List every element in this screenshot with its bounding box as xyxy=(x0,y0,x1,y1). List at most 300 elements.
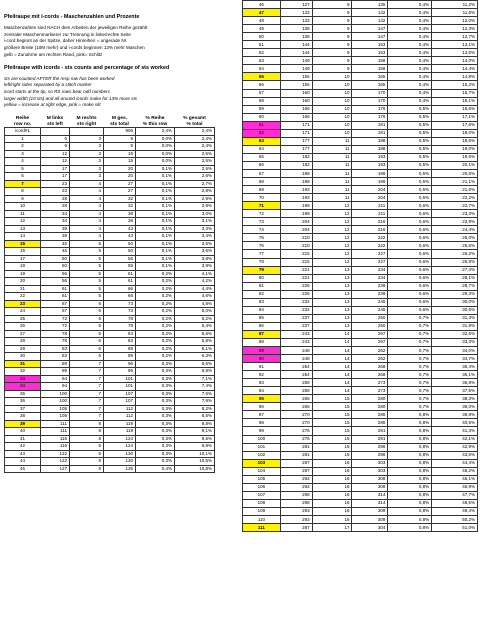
sts-total-cell: 314 xyxy=(352,491,388,499)
table-row xyxy=(243,419,478,427)
row-number-cell: 26 xyxy=(5,323,41,331)
sts-total-cell: 66 xyxy=(104,285,136,293)
pct-total-cell: 2,7% xyxy=(175,180,215,188)
column-header xyxy=(136,115,175,128)
sts-right-cell: 15 xyxy=(312,403,352,411)
sts-right-cell: 11 xyxy=(312,178,352,186)
pct-total-cell: 11,6% xyxy=(432,9,478,17)
row-number-cell: 6 xyxy=(5,173,41,181)
sts-total-cell: 78 xyxy=(104,315,136,323)
row-number-cell: 42 xyxy=(5,443,41,451)
pct-row-cell: 0,5% xyxy=(388,129,432,137)
sts-right-cell: 6 xyxy=(70,353,104,361)
sts-left-cell: 50 xyxy=(41,263,70,271)
column-header-line: Reihe xyxy=(15,116,30,122)
table-row xyxy=(243,250,478,258)
sts-total-cell: 112 xyxy=(104,413,136,421)
sts-left-cell: 144 xyxy=(280,41,312,49)
table-row xyxy=(243,363,478,371)
sts-right-cell: 11 xyxy=(312,186,352,194)
table-row xyxy=(243,483,478,491)
table-row xyxy=(243,234,478,242)
pct-row-cell: 0,7% xyxy=(388,330,432,338)
table-row xyxy=(5,345,215,353)
pct-row-cell: 0,1% xyxy=(136,195,175,203)
row-number-cell: 55 xyxy=(243,73,281,81)
row-number-cell: 101 xyxy=(243,443,281,451)
row-number-cell: 66 xyxy=(243,161,281,169)
sts-left-cell: 248 xyxy=(280,355,312,363)
table-row xyxy=(5,405,215,413)
sts-right-cell: 6 xyxy=(70,323,104,331)
left-column xyxy=(4,14,236,473)
pct-total-cell: 3,5% xyxy=(175,240,215,248)
pct-row-cell: 0,7% xyxy=(388,395,432,403)
column-header-line: sts total xyxy=(110,121,129,127)
row-number-cell: 31 xyxy=(5,360,41,368)
sts-left-cell: 127 xyxy=(280,1,312,9)
pct-row-cell: 0,1% xyxy=(136,248,175,256)
sts-left-cell: 177 xyxy=(280,137,312,145)
sts-right-cell: 16 xyxy=(312,491,352,499)
pct-row-cell: 0,2% xyxy=(136,315,175,323)
pct-row-cell: 0,8% xyxy=(388,411,432,419)
table-row xyxy=(243,282,478,290)
table-row xyxy=(243,65,478,73)
pct-total-cell: 28,7% xyxy=(432,282,478,290)
sts-total-cell: 211 xyxy=(352,202,388,210)
pct-row-cell: 0,3% xyxy=(136,443,175,451)
sts-total-cell: 227 xyxy=(352,250,388,258)
sts-left-cell: 270 xyxy=(280,411,312,419)
pct-row-cell: 0,4% xyxy=(388,65,432,73)
sts-right-cell: 12 xyxy=(312,242,352,250)
pct-total-cell: 9,1% xyxy=(175,428,215,436)
pct-total-cell: 17,6% xyxy=(432,121,478,129)
pct-total-cell: 2,4% xyxy=(175,143,215,151)
sts-left-cell: 177 xyxy=(280,145,312,153)
sts-total-cell: 268 xyxy=(352,363,388,371)
sts-total-cell: 204 xyxy=(352,194,388,202)
sts-total-cell: 84 xyxy=(104,330,136,338)
sts-total-cell: 176 xyxy=(352,113,388,121)
pct-row-cell: 0,1% xyxy=(136,255,175,263)
sts-total-cell: 309 xyxy=(352,507,388,515)
pct-total-cell: 49,4% xyxy=(432,507,478,515)
sts-right-cell: 13 xyxy=(312,298,352,306)
table-row xyxy=(5,390,215,398)
pct-total-cell: 10,1% xyxy=(175,450,215,458)
sts-left-cell: 111 xyxy=(41,420,70,428)
sts-left-cell: 83 xyxy=(41,345,70,353)
sts-left-cell: 259 xyxy=(280,387,312,395)
table-row xyxy=(5,443,215,451)
sts-left-cell: 226 xyxy=(280,282,312,290)
row-number-cell: 18 xyxy=(5,263,41,271)
table-row xyxy=(5,308,215,316)
sts-left-cell: 293 xyxy=(280,507,312,515)
pct-total-cell: 9,5% xyxy=(175,435,215,443)
sts-left-cell: 298 xyxy=(280,491,312,499)
pct-total-cell: 2,4% xyxy=(175,135,215,143)
pct-total-cell: 20,6% xyxy=(432,169,478,177)
table-row xyxy=(243,395,478,403)
row-number-cell: 86 xyxy=(243,322,281,330)
pct-total-cell: 10,8% xyxy=(175,465,215,473)
pct-total-cell: 39,0% xyxy=(432,403,478,411)
sts-right-cell: 16 xyxy=(312,499,352,507)
sts-total-cell: 193 xyxy=(352,153,388,161)
row-number-cell: 107 xyxy=(243,491,281,499)
pct-row-cell: 0,7% xyxy=(388,355,432,363)
table-row xyxy=(243,89,478,97)
sts-right-cell: 8 xyxy=(70,435,104,443)
sts-left-cell: 111 xyxy=(41,428,70,436)
sts-right-cell: 8 xyxy=(70,465,104,473)
sts-total-cell: 188 xyxy=(352,145,388,153)
sts-total-cell: 262 xyxy=(352,347,388,355)
english-line: larger width (10 sts) and all-around icords make for 13% more sts xyxy=(4,95,138,101)
table-row xyxy=(243,467,478,475)
pct-total-cell: 14,4% xyxy=(432,65,478,73)
row-number-cell: 7 xyxy=(5,180,41,188)
sts-left-cell: 215 xyxy=(280,258,312,266)
pct-total-cell: 14,8% xyxy=(432,73,478,81)
pct-row-cell: 0,6% xyxy=(388,202,432,210)
sts-right-cell: 3 xyxy=(70,173,104,181)
row-number-cell: 93 xyxy=(243,379,281,387)
sts-total-cell: 112 xyxy=(104,405,136,413)
row-number-cell: 29 xyxy=(5,345,41,353)
sts-left-cell: 243 xyxy=(280,338,312,346)
column-header xyxy=(70,115,104,128)
pct-row-cell: 0,6% xyxy=(388,274,432,282)
sts-left-cell: 6 xyxy=(41,135,70,143)
table-row xyxy=(243,113,478,121)
sts-total-cell: 257 xyxy=(352,330,388,338)
table-row xyxy=(5,195,215,203)
icord-row xyxy=(5,128,215,136)
sts-left-cell: 166 xyxy=(280,105,312,113)
pct-total-cell: 31,3% xyxy=(432,314,478,322)
english-line: icord starts at the tip, so RS rows bear odd numbers xyxy=(4,88,110,94)
table-row xyxy=(5,360,215,368)
sts-left-cell: 56 xyxy=(41,270,70,278)
sts-right-cell: 11 xyxy=(312,169,352,177)
sts-total-cell: 199 xyxy=(352,178,388,186)
pct-total-cell: 15,2% xyxy=(432,81,478,89)
sts-right-cell: 13 xyxy=(312,282,352,290)
sts-total-cell: 308 xyxy=(352,483,388,491)
sts-left-cell: 28 xyxy=(41,203,70,211)
sts-right-cell: 4 xyxy=(70,233,104,241)
pct-row-cell: 0,6% xyxy=(388,306,432,314)
sts-left-cell: 39 xyxy=(41,233,70,241)
sts-total-cell: 222 xyxy=(352,234,388,242)
pct-row-cell: 0,3% xyxy=(136,360,175,368)
sts-total-cell: 303 xyxy=(352,459,388,467)
table-row xyxy=(243,379,478,387)
table-row xyxy=(5,338,215,346)
table-row xyxy=(243,25,478,33)
pct-total-cell: 15,7% xyxy=(432,89,478,97)
table-row xyxy=(243,186,478,194)
row-number-cell: 36 xyxy=(5,398,41,406)
table-row xyxy=(243,33,478,41)
pct-total-cell: 7,9% xyxy=(175,398,215,406)
table-row xyxy=(243,210,478,218)
table-row xyxy=(243,387,478,395)
pct-row-cell: 0,3% xyxy=(136,413,175,421)
pct-total-cell: 5,2% xyxy=(175,315,215,323)
sts-total-cell: 153 xyxy=(352,41,388,49)
pct-row-cell: 0,8% xyxy=(388,443,432,451)
sts-left-cell: 116 xyxy=(41,435,70,443)
row-number-cell: 106 xyxy=(243,483,281,491)
table-row xyxy=(243,306,478,314)
column-header xyxy=(175,115,215,128)
pct-total-cell: 37,5% xyxy=(432,387,478,395)
sts-left-cell: 270 xyxy=(280,419,312,427)
table-row xyxy=(243,49,478,57)
pct-row-cell: 0,4% xyxy=(136,465,175,473)
pct-total-cell: 43,6% xyxy=(432,451,478,459)
row-number-cell: 35 xyxy=(5,390,41,398)
row-number-cell: icord#1 xyxy=(5,128,41,136)
sts-right-cell: 15 xyxy=(312,427,352,435)
pct-row-cell: 0,5% xyxy=(388,186,432,194)
row-number-cell: 58 xyxy=(243,97,281,105)
pct-row-cell: 0,3% xyxy=(136,458,175,466)
pct-row-cell: 0,4% xyxy=(388,9,432,17)
sts-right-cell: 15 xyxy=(312,451,352,459)
sts-total-cell: 142 xyxy=(352,9,388,17)
sts-left-cell: 188 xyxy=(280,178,312,186)
row-number-cell: 73 xyxy=(243,218,281,226)
column-header xyxy=(41,115,70,128)
pct-row-cell: 0,3% xyxy=(136,450,175,458)
sts-total-cell: 84 xyxy=(104,338,136,346)
table-row xyxy=(243,491,478,499)
pct-row-cell: 0,2% xyxy=(136,338,175,346)
sts-right-cell: 9 xyxy=(312,49,352,57)
pct-total-cell: 20,1% xyxy=(432,161,478,169)
sts-total-cell: 296 xyxy=(352,451,388,459)
pct-row-cell: 0,2% xyxy=(136,270,175,278)
sts-right-cell: 6 xyxy=(70,345,104,353)
sts-left-cell: 138 xyxy=(280,25,312,33)
sts-total-cell: 101 xyxy=(104,375,136,383)
sts-left-cell: 155 xyxy=(280,81,312,89)
table-row xyxy=(243,266,478,274)
pct-total-cell: 19,0% xyxy=(432,145,478,153)
sts-left-cell: 45 xyxy=(41,248,70,256)
pct-total-cell: 35,4% xyxy=(432,363,478,371)
table-row xyxy=(243,121,478,129)
sts-total-cell: 234 xyxy=(352,266,388,274)
sts-right-cell: 16 xyxy=(312,475,352,483)
row-number-cell: 96 xyxy=(243,403,281,411)
sts-right-cell: 9 xyxy=(312,65,352,73)
sts-right-cell: 4 xyxy=(70,225,104,233)
pct-total-cell: 23,9% xyxy=(432,218,478,226)
sts-left-cell: 133 xyxy=(280,9,312,17)
pct-total-cell: 34,0% xyxy=(432,347,478,355)
pct-total-cell: 39,8% xyxy=(432,411,478,419)
table-row xyxy=(5,368,215,376)
pct-total-cell: 3,9% xyxy=(175,263,215,271)
pct-row-cell: 0,7% xyxy=(388,322,432,330)
table-row xyxy=(243,411,478,419)
sts-total-cell: 165 xyxy=(352,81,388,89)
sts-total-cell: 285 xyxy=(352,411,388,419)
table-row xyxy=(5,255,215,263)
sts-total-cell: 124 xyxy=(104,435,136,443)
pct-total-cell: 42,1% xyxy=(432,435,478,443)
table-row xyxy=(243,443,478,451)
row-number-cell: 84 xyxy=(243,306,281,314)
column-header xyxy=(104,115,136,128)
pct-row-cell: 0,1% xyxy=(136,233,175,241)
pct-total-cell: 51,0% xyxy=(432,524,478,532)
sts-left-cell: 287 xyxy=(280,459,312,467)
sts-left-cell: 243 xyxy=(280,330,312,338)
pct-total-cell: 47,7% xyxy=(432,491,478,499)
sts-total-cell: 15 xyxy=(104,150,136,158)
pct-total-cell: 29,3% xyxy=(432,290,478,298)
pct-total-cell: 48,5% xyxy=(432,499,478,507)
german-line: i-cord beginnt an der Spitze, daher Hinreihen = ungerade Nr. xyxy=(4,38,128,44)
sts-right-cell: 12 xyxy=(312,202,352,210)
row-number-cell: 59 xyxy=(243,105,281,113)
sts-left-cell: 100 xyxy=(41,390,70,398)
sts-total-cell: 130 xyxy=(104,458,136,466)
table-row xyxy=(5,188,215,196)
pct-total-cell: 27,4% xyxy=(432,266,478,274)
sts-total-cell: 96 xyxy=(104,368,136,376)
sts-left-cell: 292 xyxy=(280,475,312,483)
pct-total-cell: 3,0% xyxy=(175,210,215,218)
sts-right-cell: 14 xyxy=(312,355,352,363)
pct-row-cell: 0,4% xyxy=(388,33,432,41)
sts-left-cell: 34 xyxy=(41,210,70,218)
row-number-cell: 56 xyxy=(243,81,281,89)
pct-total-cell: 4,8% xyxy=(175,300,215,308)
table-row xyxy=(5,278,215,286)
sts-left-cell: 237 xyxy=(280,314,312,322)
sts-left-cell: 105 xyxy=(41,405,70,413)
sts-total-cell: 43 xyxy=(104,225,136,233)
sts-right-cell: 7 xyxy=(70,413,104,421)
table-row xyxy=(243,105,478,113)
sts-right-cell: 16 xyxy=(312,516,352,524)
pct-total-cell: 4,6% xyxy=(175,293,215,301)
row-number-cell: 17 xyxy=(5,255,41,263)
pct-row-cell: 0,0% xyxy=(136,158,175,166)
sts-right-cell: 14 xyxy=(312,379,352,387)
sts-right-cell: 15 xyxy=(312,419,352,427)
sts-right-cell: 7 xyxy=(70,375,104,383)
pct-total-cell: 2,9% xyxy=(175,195,215,203)
row-number-cell: 19 xyxy=(5,270,41,278)
row-number-cell: 80 xyxy=(243,274,281,282)
table-row xyxy=(243,178,478,186)
pct-total-cell: 2,6% xyxy=(175,173,215,181)
pct-total-cell: 3,8% xyxy=(175,255,215,263)
sts-total-cell: 135 xyxy=(104,465,136,473)
sts-right-cell: 7 xyxy=(70,405,104,413)
sts-right-cell: 10 xyxy=(312,129,352,137)
row-number-cell: 87 xyxy=(243,330,281,338)
sts-right-cell: 16 xyxy=(312,467,352,475)
sts-total-cell: 314 xyxy=(352,499,388,507)
sts-total-cell: 119 xyxy=(104,420,136,428)
table-row xyxy=(5,285,215,293)
table-row xyxy=(243,435,478,443)
row-number-cell: 103 xyxy=(243,459,281,467)
sts-right-cell: 8 xyxy=(70,458,104,466)
sts-total-cell: 268 xyxy=(352,371,388,379)
sts-left-cell: 17 xyxy=(41,173,70,181)
row-number-cell: 34 xyxy=(5,383,41,391)
sts-left-cell: 199 xyxy=(280,210,312,218)
sts-right-cell: 8 xyxy=(312,1,352,9)
row-number-cell: 30 xyxy=(5,353,41,361)
row-number-cell: 98 xyxy=(243,419,281,427)
pct-total-cell: 26,2% xyxy=(432,250,478,258)
sts-total-cell: 181 xyxy=(352,121,388,129)
sts-right-cell: 9 xyxy=(312,25,352,33)
pct-total-cell: 13,1% xyxy=(432,41,478,49)
pct-row-cell: 0,8% xyxy=(388,419,432,427)
pct-total-cell: 30,6% xyxy=(432,306,478,314)
row-number-cell: 8 xyxy=(5,188,41,196)
row-number-cell: 5 xyxy=(5,165,41,173)
sts-total-cell: 285 xyxy=(352,419,388,427)
sts-right-cell: 9 xyxy=(312,41,352,49)
sts-right-cell: 10 xyxy=(312,121,352,129)
sts-left-cell: 166 xyxy=(280,113,312,121)
sts-right-cell: 15 xyxy=(312,443,352,451)
sts-right-cell: 13 xyxy=(312,290,352,298)
table-row xyxy=(243,322,478,330)
sts-total-cell: 147 xyxy=(352,25,388,33)
sts-left-cell: 94 xyxy=(41,383,70,391)
sts-right-cell: 6 xyxy=(70,338,104,346)
sts-left-cell: 204 xyxy=(280,218,312,226)
sts-left-cell: 133 xyxy=(280,17,312,25)
sts-total-cell: 107 xyxy=(104,390,136,398)
sts-left-cell: 155 xyxy=(280,73,312,81)
row-number-cell: 25 xyxy=(5,315,41,323)
row-number-cell: 83 xyxy=(243,298,281,306)
sts-left-cell: 298 xyxy=(280,499,312,507)
table-row xyxy=(5,263,215,271)
row-number-cell: 105 xyxy=(243,475,281,483)
pct-total-cell: 24,4% xyxy=(432,226,478,234)
row-number-cell: 71 xyxy=(243,202,281,210)
pct-row-cell: 0,5% xyxy=(388,121,432,129)
pct-total-cell: 12,3% xyxy=(432,25,478,33)
pct-row-cell: 0,6% xyxy=(388,218,432,226)
pct-row-cell: 0,6% xyxy=(388,234,432,242)
table-row xyxy=(243,218,478,226)
table-row xyxy=(243,226,478,234)
sts-right-cell: 13 xyxy=(312,306,352,314)
sts-right-cell: 6 xyxy=(70,330,104,338)
pct-total-cell: 2,5% xyxy=(175,165,215,173)
row-number-cell: 97 xyxy=(243,411,281,419)
